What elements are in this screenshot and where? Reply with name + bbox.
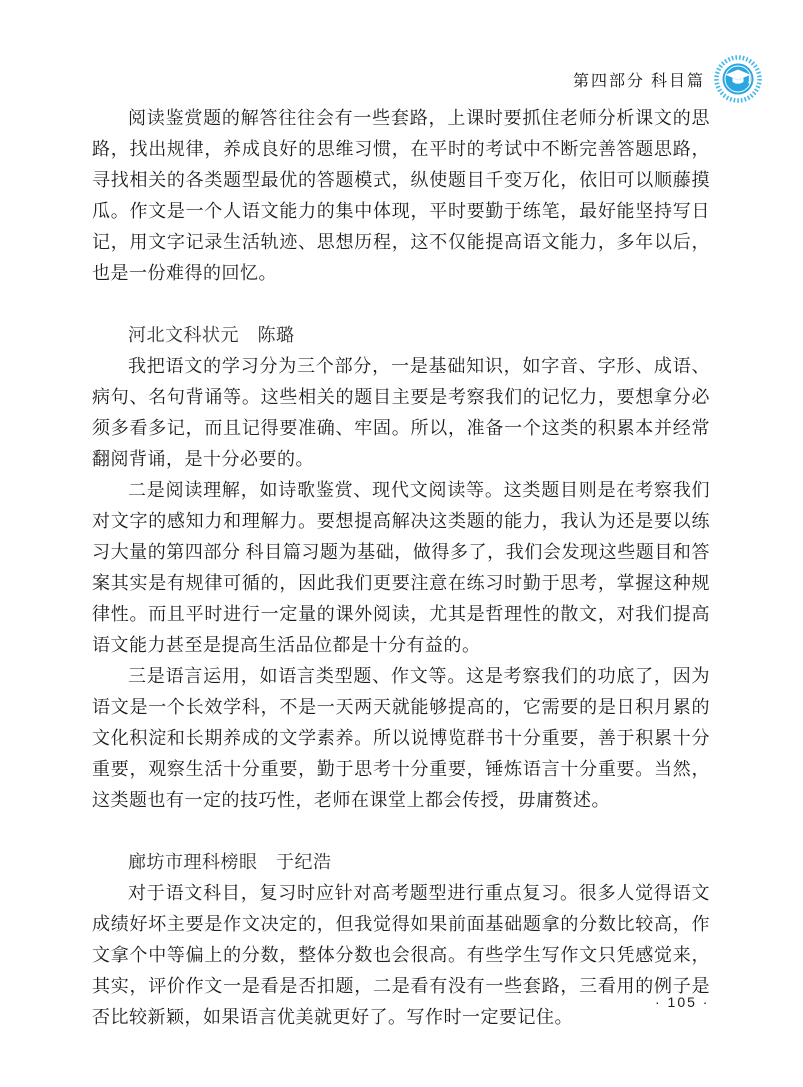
contributor-heading-chenlu: 河北文科状元 陈璐: [128, 325, 295, 345]
body-paragraph-reading: 二是阅读理解，如诗歌鉴赏、现代文阅读等。这类题目则是在考察我们对文字的感知力和理解力。要想提高解决这类题的能力，我认为还是要以练习大量的第四部分 科目篇习题为基础，做得多了，我们会发现这些题目和答案其实是有规律可循的，因此我们更要注意在练习时勤于思考，掌握这种规律性。而且平时进行一定量的课外阅读，尤其是哲理性的散文，对我们提高语文能力甚至是提高生活品位都是十分有益的。: [92, 480, 710, 655]
body-paragraph-basics: 我把语文的学习分为三个部分，一是基础知识，如字音、字形、成语、病句、名句背诵等。这些相关的题目主要是考察我们的记忆力，要想拿分必须多看多记，而且记得要准确、牢固。所以，准备一个这类的积累本并经常翻阅背诵，是十分必要的。: [92, 356, 710, 469]
graduation-cap-tassel-knob: [748, 81, 750, 83]
page-body: [92, 103, 710, 1033]
contributor-heading-yujihao: 廊坊市理科榜眼 于纪浩: [128, 852, 332, 872]
graduation-cap-emblem-icon: [713, 54, 763, 104]
body-paragraph-intro: 阅读鉴赏题的解答往往会有一些套路，上课时要抓住老师分析课文的思路，找出规律，养成良好的思维习惯，在平时的考试中不断完善答题思路，寻找相关的各类题型最优的答题模式，纵使题目千变万化，依旧可以顺藤摸瓜。作文是一个人语文能力的集中体现，平时要勤于练笔，最好能坚持写日记，用文字记录生活轨迹、思想历程，这不仅能提高语文能力，多年以后，也是一份难得的回忆。: [92, 108, 710, 283]
section-label: 第四部分 科目篇: [572, 72, 705, 90]
body-paragraph-language-use: 三是语言运用，如语言类型题、作文等。这是考察我们的功底了，因为语文是一个长效学科，不是一天两天就能够提高的，它需要的是日积月累的文化积淀和长期养成的文学素养。所以说博览群书十分重要，善于积累十分重要，观察生活十分重要，勤于思考十分重要，锤炼语言十分重要。当然，这类题也有一定的技巧性，老师在课堂上都会传授，毋庸赘述。: [92, 666, 710, 810]
page-number: · 105 ·: [655, 994, 710, 1010]
page-header: [573, 54, 763, 104]
body-paragraph-review: 对于语文科目，复习时应针对高考题型进行重点复习。很多人觉得语文成绩好坏主要是作文决定的，但我觉得如果前面基础题拿的分数比较高，作文拿个中等偏上的分数，整体分数也会很高。有些学生写作文只凭感觉来，其实，评价作文一是看是否扣题，二是看有没有一些套路，三看用的例子是否比较新颖，如果语言优美就更好了。写作时一定要记住。: [92, 883, 710, 1027]
